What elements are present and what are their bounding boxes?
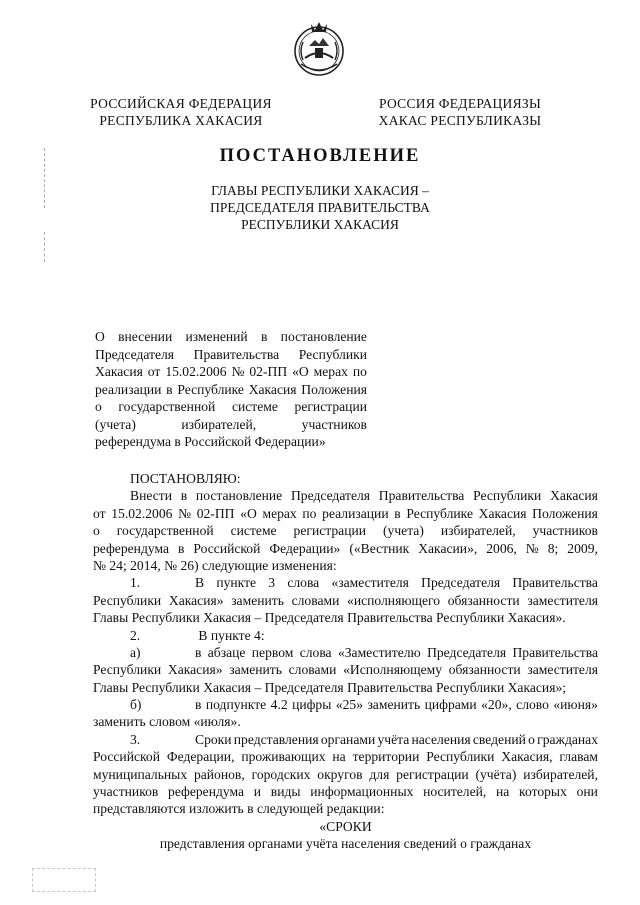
word: абзаце (207, 644, 246, 660)
word: избирателей, (181, 416, 257, 432)
word: Хакасия (95, 364, 143, 379)
word: мерах (262, 505, 297, 521)
word: представления (233, 731, 319, 747)
about-line (95, 346, 367, 364)
word: Республики (93, 592, 162, 608)
item-2a-line (93, 661, 598, 678)
word: слова (287, 575, 320, 591)
word: Правительства (193, 346, 280, 362)
item-1-line (93, 592, 598, 609)
item-1-number: 1. (130, 575, 141, 591)
word: «исполняющего (347, 592, 441, 608)
word: цифры (292, 697, 332, 713)
word: Председателя (290, 488, 371, 504)
word: 8; (547, 540, 559, 556)
word: Республики (426, 749, 495, 765)
item-2a (93, 644, 598, 696)
word: Федерации» (269, 540, 341, 556)
word: словами (291, 592, 340, 608)
word: носителей, (423, 784, 487, 800)
word: территории (352, 749, 420, 765)
word: реализации (322, 505, 389, 521)
header-right-line-1: РОССИЯ ФЕДЕРАЦИЯЗЫ (378, 96, 542, 111)
word: участников (93, 784, 159, 800)
word: 02-ПП (249, 364, 288, 379)
word: слово (516, 697, 549, 713)
word: в (178, 540, 185, 556)
word: Федерации, (166, 749, 235, 765)
word: Республики (93, 662, 162, 678)
word: «20», (481, 697, 512, 713)
word: (учёта) (475, 766, 517, 782)
word: изменений (185, 329, 248, 344)
word: виды (270, 784, 301, 800)
item-2b (93, 696, 598, 731)
about-line (95, 381, 367, 399)
word: первом (251, 644, 294, 660)
word: они (576, 784, 598, 800)
subtitle-line-3: РЕСПУБЛИКИ ХАКАСИЯ (241, 217, 399, 232)
word: которых (519, 784, 567, 800)
word: «25» (335, 697, 363, 713)
about-line (95, 398, 367, 416)
word: округов (317, 766, 363, 782)
word: 2009, (567, 540, 598, 556)
word: подпункте (205, 697, 267, 713)
about-line (95, 416, 367, 434)
word: («Вестник (349, 540, 410, 556)
item-2a-first-text (167, 644, 598, 661)
word: Хакасия» (167, 662, 223, 678)
word: Внести (130, 488, 172, 504)
item-2a-last-line: Главы Республики Хакасия – Председателя Правительства Республики Хакасия»; (93, 679, 567, 695)
word: «О (240, 505, 257, 521)
word: Республике (177, 381, 244, 397)
word: Республике (406, 505, 473, 521)
word: городских (251, 766, 311, 782)
item-3-line (93, 783, 598, 800)
word: системе (230, 523, 277, 539)
word: референдума (168, 784, 245, 800)
word: обязанности (447, 592, 520, 608)
word: Председателя (421, 575, 501, 591)
word: пункте (216, 575, 257, 591)
word: (учета) (95, 416, 136, 432)
item-3 (93, 731, 598, 818)
item-2b-first-line (93, 696, 598, 713)
word: участников (532, 523, 598, 539)
word: государственной (116, 523, 214, 539)
word: регистрации (293, 523, 367, 539)
word: регистрации (294, 399, 367, 414)
word: населения (411, 731, 471, 747)
word: № (231, 364, 245, 379)
word: Хакасии», (418, 540, 478, 556)
word: заменить (231, 592, 284, 608)
word: Республики (298, 346, 367, 362)
word: словами (288, 662, 337, 678)
word: о (528, 731, 535, 747)
about-lines (95, 328, 367, 433)
word: учёта (377, 731, 410, 747)
item-3-first-text (167, 731, 598, 748)
word: в (195, 697, 202, 713)
header-left-line-1: РОССИЙСКАЯ ФЕДЕРАЦИЯ (90, 96, 272, 111)
header-right-block (370, 95, 550, 129)
word: Хакасия (248, 381, 297, 397)
about-block (95, 328, 367, 451)
subtitle-line-1: ГЛАВЫ РЕСПУБЛИКИ ХАКАСИЯ – (211, 183, 429, 198)
word: избирателей, (523, 766, 598, 782)
word: на (496, 784, 510, 800)
word: муниципальных (93, 766, 188, 782)
word: в (260, 329, 268, 344)
item-2-text: В пункте 4: (198, 627, 265, 643)
document-body (93, 470, 598, 853)
word: системе (231, 399, 278, 414)
item-1-first-text (167, 574, 598, 591)
word: на (332, 749, 346, 765)
word: в (166, 381, 173, 397)
quote-subtitle: представления органами учёта населения сведений о гражданах (159, 836, 532, 852)
word: В (195, 575, 205, 591)
decree-word: ПОСТАНОВЛЯЮ: (130, 471, 241, 486)
item-1 (93, 574, 598, 626)
word: «июня» (553, 697, 598, 713)
word: о (93, 523, 100, 539)
word: обязанности (448, 662, 521, 678)
word: районов, (193, 766, 245, 782)
word: референдума (93, 540, 170, 556)
item-1-first-line (93, 574, 598, 591)
word: гражданах (537, 731, 598, 747)
item-2a-number: а) (130, 644, 141, 660)
intro-paragraph (93, 487, 598, 574)
word: Правительства (512, 575, 598, 591)
word: Хакасия (478, 505, 527, 521)
word: постановление (280, 329, 367, 344)
word: избирателей, (440, 523, 516, 539)
item-2b-first-text (167, 696, 598, 713)
about-last-line: референдума в Российской Федерации» (95, 434, 326, 449)
word: «Заместителю (337, 644, 421, 660)
word: главам (559, 749, 598, 765)
word: заменить (229, 662, 282, 678)
item-2a-first-line (93, 644, 598, 661)
word: Сроки (195, 731, 232, 747)
word: Правительства (512, 644, 598, 660)
word: № (525, 540, 539, 556)
document-title: ПОСТАНОВЛЕНИЕ (219, 146, 421, 166)
word: в (180, 488, 188, 504)
intro-last-line: № 24; 2014, № 26) следующие изменения: (93, 557, 337, 573)
header-right-line-2: ХАКАС РЕСПУБЛИКАЗЫ (378, 113, 542, 128)
word: 2006, (486, 540, 517, 556)
word: 15.02.2006 (165, 364, 227, 379)
word: заменить (367, 697, 421, 713)
word: «Исполняющему (343, 662, 443, 678)
item-2 (93, 627, 598, 644)
quote-title: «СРОКИ (319, 818, 372, 834)
word: О (95, 329, 105, 344)
word: участников (301, 416, 367, 432)
header-left-line-2: РЕСПУБЛИКА ХАКАСИЯ (99, 113, 263, 128)
word: Хакасия (550, 488, 598, 504)
scan-stamp-mark (32, 868, 96, 892)
subtitle-line-2: ПРЕДСЕДАТЕЛЯ ПРАВИТЕЛЬСТВА (210, 200, 430, 215)
item-3-line (93, 748, 598, 765)
word: Республики (473, 488, 542, 504)
word: слова (299, 644, 332, 660)
word: «заместителя (331, 575, 409, 591)
word: проживающих (241, 749, 326, 765)
item-2b-last-line: заменить словом «июля». (93, 714, 241, 730)
item-3-line (93, 766, 598, 783)
word: для (369, 766, 390, 782)
intro-line (93, 540, 598, 557)
margin-mark (44, 232, 45, 262)
item-3-number: 3. (130, 731, 141, 747)
word: Председателя (427, 644, 507, 660)
intro-first-line (93, 487, 598, 504)
word: от (93, 505, 106, 521)
item-2-number: 2. (130, 627, 141, 643)
word: регистрации (396, 766, 469, 782)
word: Правительства (378, 488, 465, 504)
intro-line (93, 522, 598, 539)
intro-line (93, 505, 598, 522)
word: Хакасия, (501, 749, 553, 765)
item-3-last-line: представляются изложить в следующей редакции: (93, 801, 385, 817)
word: в (195, 644, 202, 660)
word: 4.2 (270, 697, 288, 713)
word: Хакасия» (168, 592, 224, 608)
document-subtitle (0, 182, 640, 233)
word: от (147, 364, 161, 379)
word: информационных (310, 784, 414, 800)
word: Российской (193, 540, 261, 556)
word: сведений (472, 731, 526, 747)
word: цифрами (424, 697, 477, 713)
word: 15.02.2006 (111, 505, 173, 521)
item-3-first-line (93, 731, 598, 748)
word: заместителя (527, 592, 598, 608)
header-left-block (86, 95, 276, 129)
word: реализации (95, 381, 162, 397)
word: мерах (313, 364, 348, 379)
word: о (95, 399, 102, 414)
word: Положения (532, 505, 598, 521)
about-line (95, 363, 367, 381)
coat-of-arms-emblem (291, 18, 347, 78)
word: и (253, 784, 262, 800)
word: по (352, 364, 367, 379)
word: органами (320, 731, 376, 747)
word: государственной (118, 399, 216, 414)
word: в (394, 505, 401, 521)
word: 3 (268, 575, 276, 591)
word: постановление (195, 488, 283, 504)
item-1-last-line: Главы Республики Хакасия – Председателя Правительства Республики Хакасия». (93, 610, 566, 626)
word: № (178, 505, 192, 521)
margin-mark (44, 148, 45, 208)
word: Председателя (95, 346, 175, 362)
word: (учета) (383, 523, 424, 539)
word: заместителя (527, 662, 598, 678)
word: внесении (118, 329, 173, 344)
word: Положения (301, 381, 367, 397)
word: по (302, 505, 317, 521)
about-line (95, 328, 367, 346)
word: 02-ПП (196, 505, 235, 521)
word: «О (292, 364, 309, 379)
word: Российской (93, 749, 160, 765)
item-2b-number: б) (130, 697, 142, 713)
